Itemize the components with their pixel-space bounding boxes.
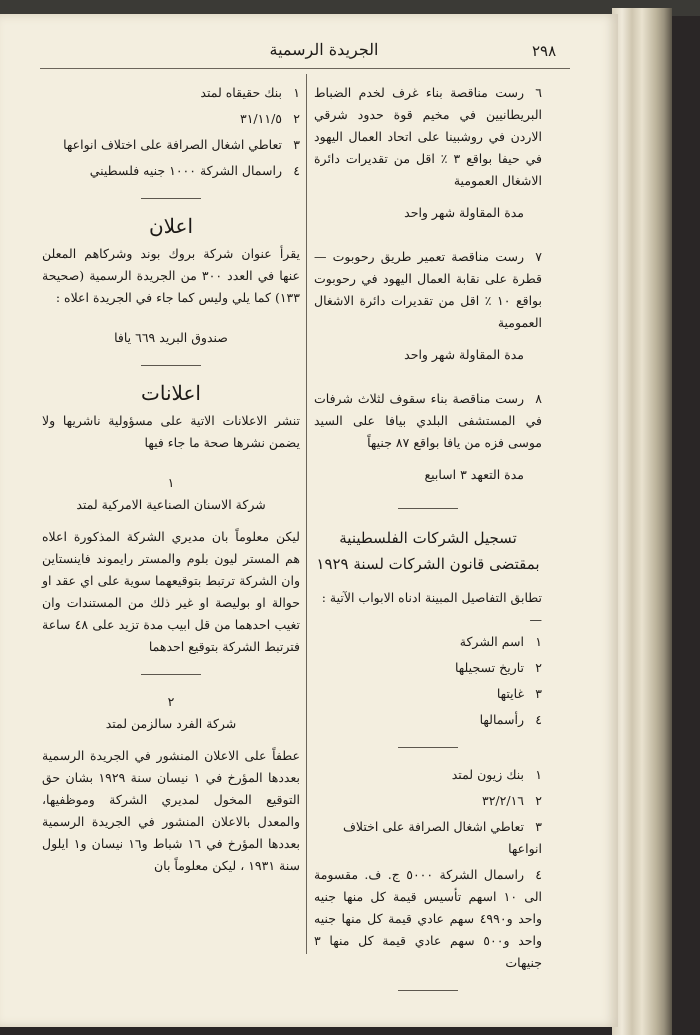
section-separator [141,198,201,199]
company-entry-haqiqah [42,82,300,182]
field-number: ٣ [535,686,542,701]
section-separator [141,674,201,675]
list-item [314,631,542,653]
field-label: تاريخ تسجيلها [454,660,524,675]
page-number: ٢٩٨ [532,42,557,60]
field-value: راسمال الشركة ١٠٠٠ جنيه فلسطيني [89,163,282,178]
list-item [314,816,542,860]
tender-duration: مدة المقاولة شهر واحد [404,205,524,220]
right-column [314,82,542,1007]
column-divider [306,74,307,954]
field-number: ٤ [535,867,542,882]
tender-duration: مدة التعهد ٣ اسابيع [424,467,524,482]
list-item [314,709,542,731]
notice-body: عطفاً على الاعلان المنشور في الجريدة الرسمية بعددها المؤرخ في ١ نيسان سنة ١٩٢٩ بشان حق التوقيع المخول لمديري الشركة وموظفيها، والمعدل بالاعلان المنشور في الجريدة الرسمية بعددها المؤرخ في ١٦ شباط و١٦ نيسان و١ ايلول سنة ١٩٣١ ، ليكن معلوماً بان [42,748,300,873]
field-value: بنك حقيقاه لمتد [200,85,282,100]
list-item [314,764,542,786]
field-value: تعاطي اشغال الصرافة على اختلاف انواعها [63,137,282,152]
notices-disclaimer: تنشر الاعلانات الاتية على مسؤولية ناشريها ولا يضمن نشرها صحة ما جاء فيها [42,413,300,450]
notices-heading: اعلانات [141,381,201,405]
tender-duration: مدة المقاولة شهر واحد [404,347,524,362]
notice-body: ليكن معلوماً بان مديري الشركة المذكورة اعلاه هم المستر ليون بلوم والمستر رايموند فاينستاين وان الشركة ترتبط بتوقيعهما سوية على اي عقد او حوالة او بوليصة او غير ذلك من المستندات وان تغيب احدهما من قل ابيب مدة تزيد على ٤٨ ساعة فترتبط الشركة بتوقيع احدهما [42,529,300,654]
tender-number: ٦ [535,85,542,100]
tender-8 [314,388,542,486]
header-rule [40,68,570,69]
tender-6 [314,82,542,224]
field-value: تعاطي اشغال الصرافة على اختلاف انواعها [342,819,542,856]
field-number: ٢ [293,111,300,126]
company-entry-zion [314,764,542,974]
list-item [314,790,542,812]
tender-text: رست مناقصة بناء غرف لخدم الضباط البريطانيين في مخيم قوة حدود شرقي الاردن في روشبينا على اتحاد العمال اليهود في حيفا بواقع ٣ ٪ اقل من تقديرات دائرة الاشغال العمومية [314,85,543,188]
field-label: غايتها [496,686,524,701]
notice-heading: اعلان [148,214,194,238]
field-number: ٣ [535,819,542,834]
page-header [0,40,610,70]
section-separator [398,508,458,509]
tender-text: رست مناقصة بناء سقوف لثلاث شرفات في المستشفى البلدي بيافا على السيد موسى فزه من يافا بواقع ٨٧ جنيهاً [314,391,542,450]
notice-company: شركة الاسنان الصناعية الامركية لمتد [76,497,266,512]
field-number: ٤ [293,163,300,178]
field-value: راسمال الشركة ٥٠٠٠ ج. ف. مقسومة الى ١٠ اسهم تأسيس قيمة كل منها جنيه واحد و٤٩٩٠ سهم عادي قيمة كل منها جنيه واحد و٥٠٠ سهم عادي قيمة كل منها ٣ جنيهات [314,867,542,970]
left-column [42,82,300,877]
field-number: ١ [535,767,542,782]
field-label: اسم الشركة [459,634,524,649]
page-title: الجريدة الرسمية [269,40,379,59]
tender-7 [314,246,542,366]
registration-fields [314,631,542,731]
tender-number: ٧ [535,249,542,264]
list-item [314,683,542,705]
field-number: ٣ [293,137,300,152]
field-number: ١ [535,634,542,649]
registration-intro: تطابق التفاصيل المبينة ادناه الابواب الآتية : — [321,590,542,627]
list-item [42,108,300,130]
book-page-edges [612,8,672,1035]
list-item [42,134,300,156]
field-number: ٢ [535,793,542,808]
notice-number: ١ [167,475,175,490]
notice-number: ٢ [167,694,175,709]
field-number: ٢ [535,660,542,675]
section-separator [398,747,458,748]
field-value: بنك زيون لمتد [451,767,524,782]
field-number: ٤ [535,712,542,727]
list-item [314,657,542,679]
field-number: ١ [293,85,300,100]
notice-text: يقرأ عنوان شركة بروك بوند وشركاهم المعلن عنها في العدد ٣٠٠ من الجريدة الرسمية (صحيحة ١٣٣) كما يلي وليس كما جاء في الجريدة اعلاه : [42,246,300,305]
field-value: ٣٢/٢/١٦ [482,793,524,808]
notice-address: صندوق البريد ٦٦٩ يافا [114,330,228,345]
list-item [42,160,300,182]
list-item [42,82,300,104]
section-separator [141,365,201,366]
section-separator [398,990,458,991]
field-label: رأسمالها [479,712,524,727]
tender-text: رست مناقصة تعمير طريق رحوبوت — قطرة على نقابة العمال اليهود في رحوبوت بواقع ١٠ ٪ اقل من تقديرات دائرة الاشغال العمومية [314,249,542,330]
field-value: ٣١/١١/٥ [240,111,282,126]
registration-heading: تسجيل الشركات الفلسطينية بمقتضى قانون الشركات لسنة ١٩٢٩ [316,529,540,573]
tender-number: ٨ [535,391,542,406]
list-item [314,864,542,974]
notice-company: شركة الفرد سالزمن لمتد [105,716,237,731]
